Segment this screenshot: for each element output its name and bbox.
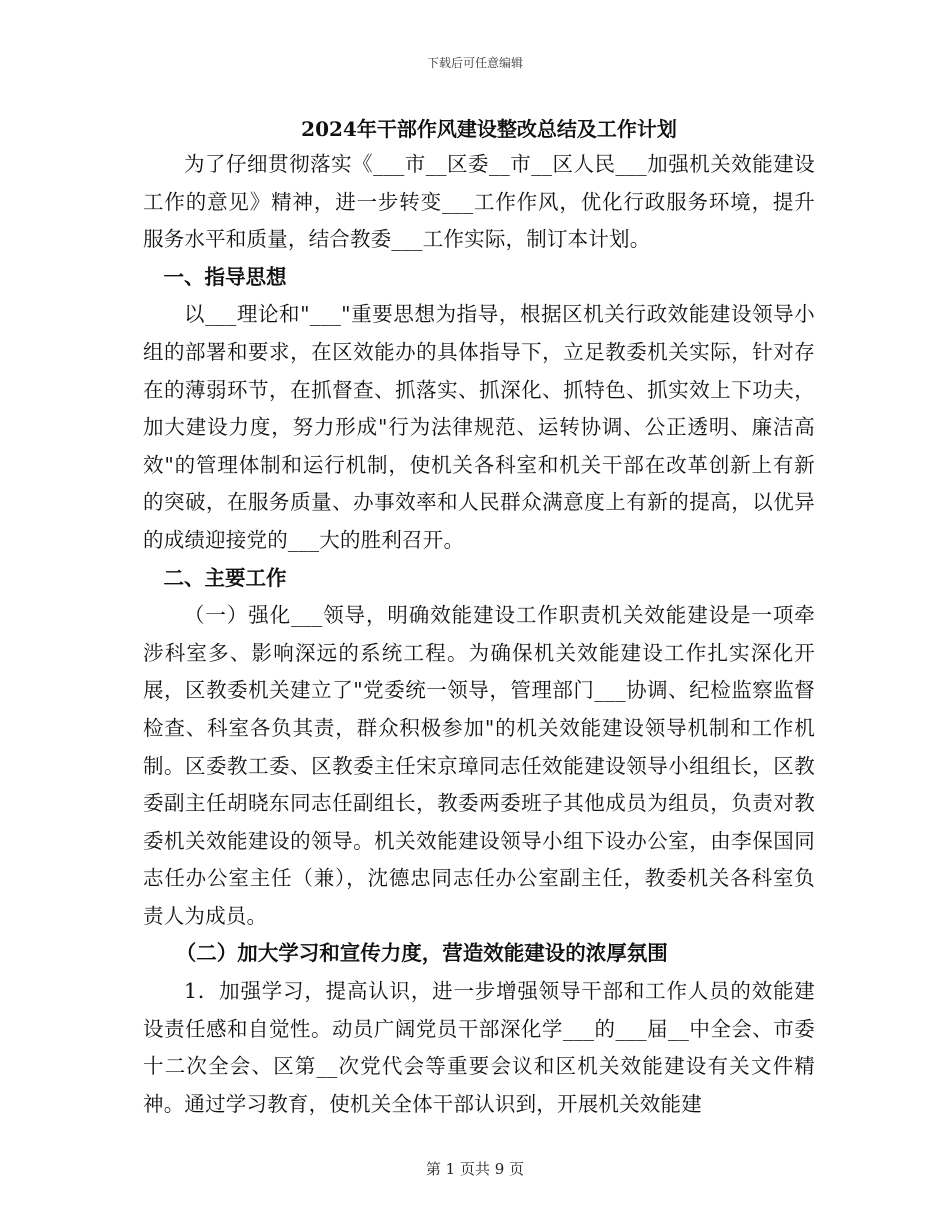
section2-item2-heading: （二）加大学习和宣传力度，营造效能建设的浓厚氛围 <box>175 941 668 966</box>
document-title: 2024年干部作风建设整改总结及工作计划 <box>301 117 677 141</box>
section2-item2-point1-paragraph: 1．加强学习，提高认识，进一步增强领导干部和工作人员的效能建设责任感和自觉性。动员广阔党员干部深化学___的___届__中全会、市委十二次全会、区第__次党代会等重要会议和区机关效能建设有关文件精神。通过学习教育，使机关全体干部认识到，开展机关效能建 <box>143 979 815 1116</box>
document-body <box>143 112 815 1123</box>
intro-paragraph: 为了仔细贯彻落实《___市__区委__市__区人民___加强机关效能建设工作的意见》精神，进一步转变___工作作风，优化行政服务环境，提升服务水平和质量，结合教委___工作实际，制订本计划。 <box>143 152 815 252</box>
header-note: 下载后可任意编辑 <box>426 56 523 70</box>
section2-heading: 二、主要工作 <box>163 565 287 590</box>
section2-item1-paragraph: （一）强化___领导，明确效能建设工作职责机关效能建设是一项牵涉科室多、影响深远的系统工程。为确保机关效能建设工作扎实深化开展，区教委机关建立了"党委统一领导，管理部门___协调、纪检监察监督检查、科室各负其责，群众积极参加"的机关效能建设领导机制和工作机制。区委教工委、区教委主任宋京璋同志任效能建设领导小组组长，区教委副主任胡晓东同志任副组长，教委两委班子其他成员为组员，负责对教委机关效能建设的领导。机关效能建设领导小组下设办公室，由李保国同志任办公室主任（兼），沈德忠同志任办公室副主任，教委机关各科室负责人为成员。 <box>143 603 815 928</box>
page-number-footer: 第 1 页共 9 页 <box>425 1160 525 1178</box>
section1-paragraph: 以___理论和"___"重要思想为指导，根据区机关行政效能建设领导小组的部署和要求，在区效能办的具体指导下，立足教委机关实际，针对存在的薄弱环节，在抓督查、抓落实、抓深化、抓特色、抓实效上下功夫，加大建设力度，努力形成"行为法律规范、运转协调、公正透明、廉洁高效"的管理体制和运行机制，使机关各科室和机关干部在改革创新上有新的突破，在服务质量、办事效率和人民群众满意度上有新的提高，以优异的成绩迎接党的___大的胜利召开。 <box>143 302 815 552</box>
section1-heading: 一、指导思想 <box>163 264 287 289</box>
